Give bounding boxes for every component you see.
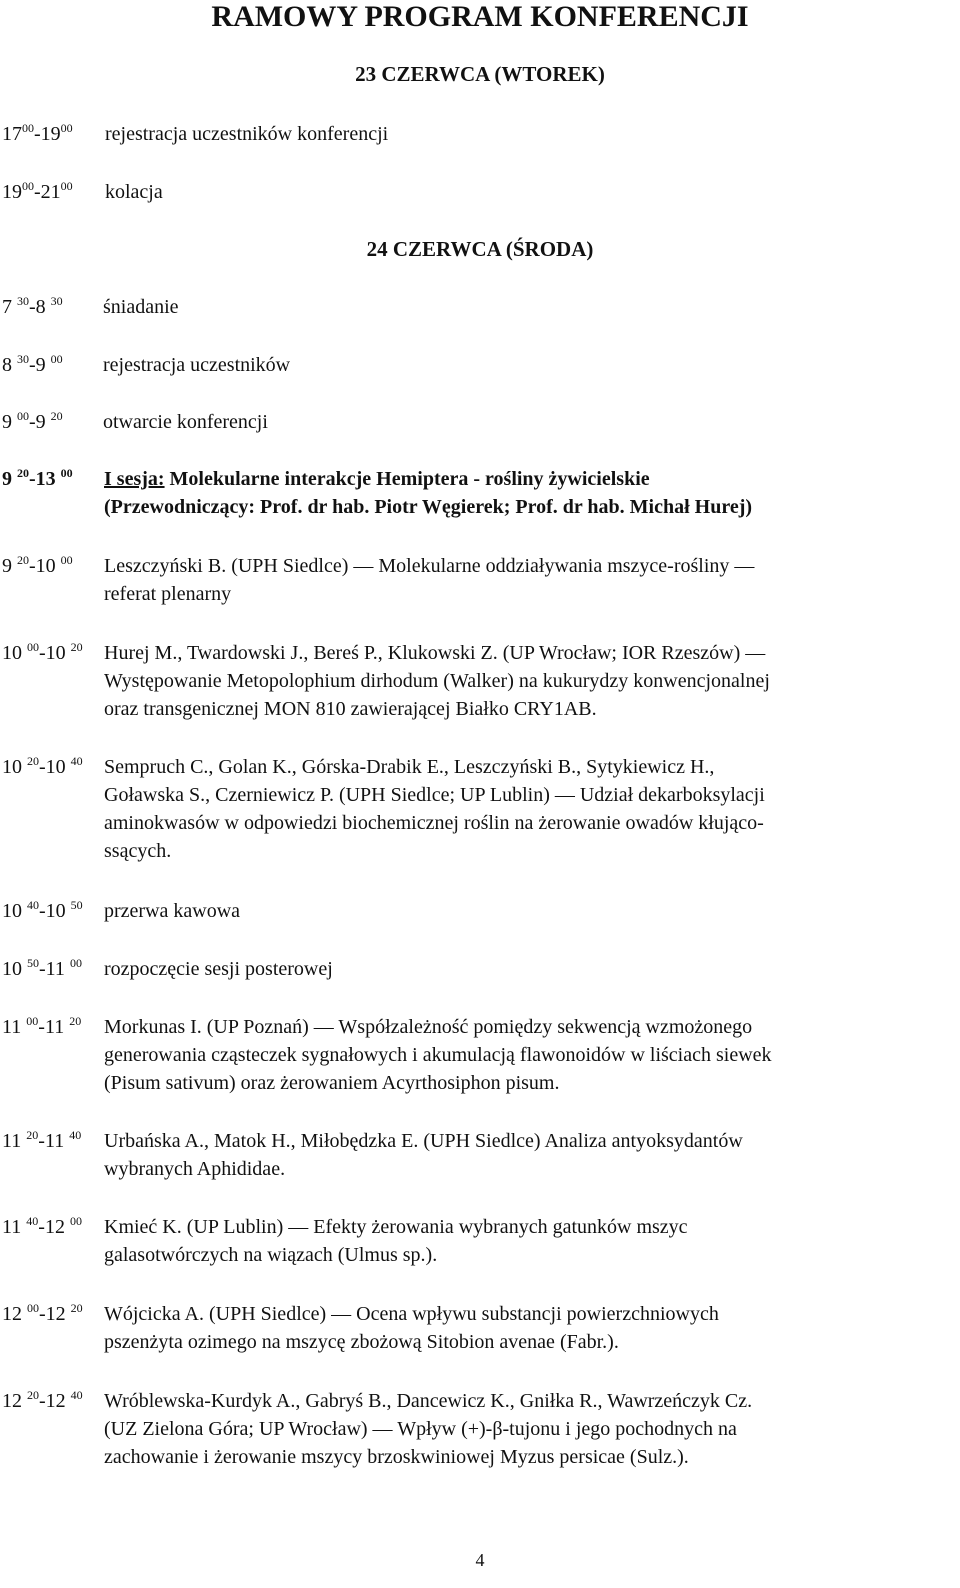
talk-text: przerwa kawowa bbox=[104, 900, 241, 922]
talk-text: Urbańska A., Matok H., Miłobędzka E. (UPH Siedlce) Analiza antyoksydantów wybranych Aphididae. bbox=[104, 1130, 743, 1180]
page-title: RAMOWY PROGRAM KONFERENCJI bbox=[211, 0, 749, 33]
day-heading-2: 24 CZERWCA (ŚRODA) bbox=[366, 237, 594, 261]
row-text: kolacja bbox=[105, 181, 163, 203]
time-range: 11 $^{20}$-11 $^{40}$ bbox=[2, 1128, 82, 1152]
time-range: 11 $^{40}$-12 $^{00}$ bbox=[2, 1214, 82, 1238]
talk-text: Kmieć K. (UP Lublin) ― Efekty żerowania wybranych gatunków mszyc galasotwórczych na wiązach (Ulmus sp.). bbox=[104, 1216, 688, 1266]
row-text: śniadanie bbox=[103, 296, 179, 318]
time-range: 9 $^{20}$-13 $^{00}$ bbox=[2, 466, 73, 490]
time-range: $17^{00}-19^{00}$ bbox=[2, 121, 73, 145]
session-text bbox=[104, 465, 952, 521]
time-range: 9 $^{20}$-10 $^{00}$ bbox=[2, 553, 73, 577]
row-text: rejestracja uczestników konferencji bbox=[105, 123, 389, 145]
time-range: 7 $^{30}$-8 $^{30}$ bbox=[2, 294, 63, 318]
talk-text: Sempruch C., Golan K., Górska-Drabik E., Leszczyński B., Sytykiewicz H., Goławska S., Czerniewicz P. (UPH Siedlce; UP Lublin) ― Udział dekarboksylacji aminokwasów w odpowiedzi biochemicznej roślin na żerowanie owadów kłująco- ssących. bbox=[104, 756, 765, 862]
session-title: Molekularne interakcje Hemiptera - rośliny żywicielskie bbox=[164, 468, 650, 490]
talk-text: Leszczyński B. (UPH Siedlce) ― Molekularne oddziaływania mszyce-rośliny ― referat plenarny bbox=[104, 555, 755, 605]
talk-text: Wróblewska-Kurdyk A., Gabryś B., Dancewicz K., Gniłka R., Wawrzeńczyk Cz. (UZ Zielona Góra; UP Wrocław) ― Wpływ (+)-β-tujonu i jego pochodnych na zachowanie i żerowanie mszycy brzoskwiniowej Myzus persicae (Sulz.). bbox=[104, 1390, 753, 1468]
time-range: 12 $^{00}$-12 $^{20}$ bbox=[2, 1301, 83, 1325]
talk-text: Wójcicka A. (UPH Siedlce) ― Ocena wpływu substancji powierzchniowych pszenżyta ozimego na mszycę zbożową Sitobion avenae (Fabr.). bbox=[104, 1303, 719, 1353]
session-label: I sesja: bbox=[104, 468, 165, 490]
talk-text: Morkunas I. (UP Poznań) ― Współzależność pomiędzy sekwencją wzmożonego generowania cząsteczek sygnałowych i akumulacją flawonoidów w liściach siewek (Pisum sativum) oraz żerowaniem Acyrthosiphon pisum. bbox=[104, 1016, 772, 1094]
page-number: 4 bbox=[475, 1550, 485, 1570]
time-range: 10 $^{40}$-10 $^{50}$ bbox=[2, 898, 83, 922]
row-text: rejestracja uczestników bbox=[103, 354, 291, 376]
time-range: 11 $^{00}$-11 $^{20}$ bbox=[2, 1014, 82, 1038]
time-range: 12 $^{20}$-12 $^{40}$ bbox=[2, 1388, 83, 1412]
row-text: otwarcie konferencji bbox=[103, 411, 268, 433]
time-range: $19^{00}-21^{00}$ bbox=[2, 179, 73, 203]
session-chairs: (Przewodniczący: Prof. dr hab. Piotr Węgierek; Prof. dr hab. Michał Hurej) bbox=[104, 496, 753, 518]
talk-text: Hurej M., Twardowski J., Bereś P., Klukowski Z. (UP Wrocław; IOR Rzeszów) ― Występowanie Metopolophium dirhodum (Walker) na kukurydzy konwencjonalnej oraz transgenicznej MON 810 zawierającej Białko CRY1AB. bbox=[104, 642, 770, 720]
time-range: 8 $^{30}$-9 $^{00}$ bbox=[2, 352, 63, 376]
talk-text: rozpoczęcie sesji posterowej bbox=[104, 958, 333, 980]
day-heading-1: 23 CZERWCA (WTOREK) bbox=[355, 62, 605, 86]
time-range: 9 $^{00}$-9 $^{20}$ bbox=[2, 409, 63, 433]
time-range: 10 $^{20}$-10 $^{40}$ bbox=[2, 754, 83, 778]
time-range: 10 $^{50}$-11 $^{00}$ bbox=[2, 956, 82, 980]
time-range: 10 $^{00}$-10 $^{20}$ bbox=[2, 640, 83, 664]
